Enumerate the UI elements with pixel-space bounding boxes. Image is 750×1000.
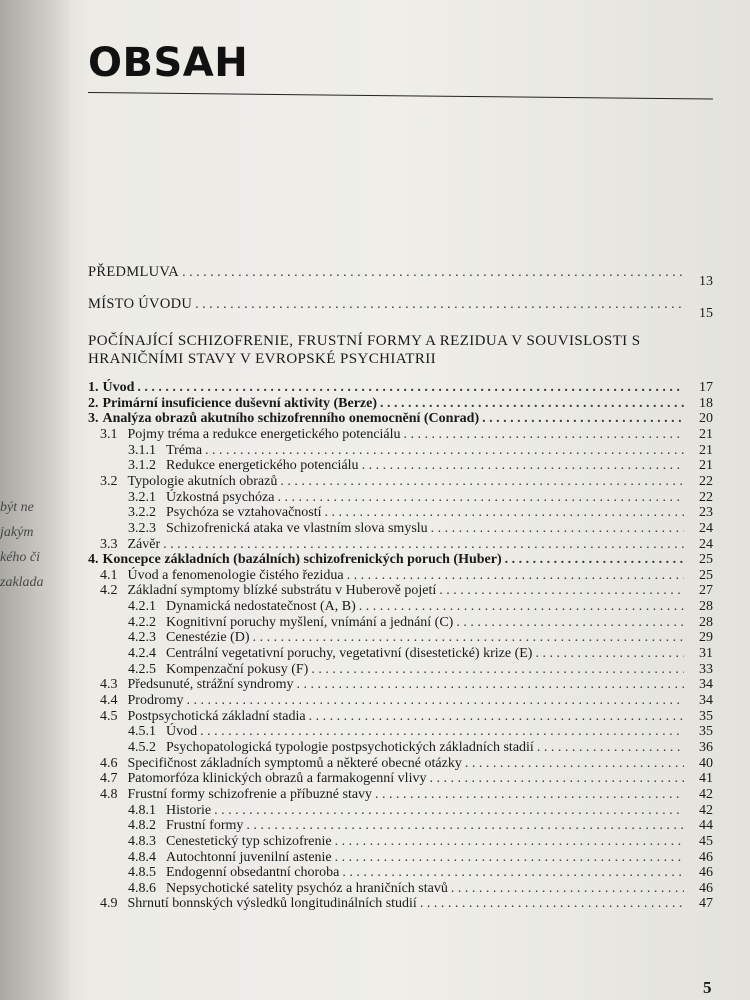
toc-entry-label: Předsunuté, strážní syndromy (127, 677, 294, 693)
toc-entry[interactable] (128, 458, 713, 474)
toc-entry-page: 23 (699, 505, 713, 521)
toc-entry[interactable] (128, 443, 713, 459)
leader-dots (335, 834, 684, 850)
toc-entry-number: 4.8.3 (128, 833, 156, 849)
toc-entry[interactable] (128, 818, 713, 834)
toc-entry-label: PŘEDMLUVA (88, 264, 180, 280)
toc-entry-number: 4.8.4 (128, 849, 156, 865)
toc-entry-number: 4.8.1 (128, 802, 156, 818)
toc-entry-number: 2. (88, 395, 99, 411)
toc-entry-label: Nepsychotické satelity psychóz a hraničních stavů (166, 880, 448, 896)
toc-entry-number: 1. (88, 380, 99, 395)
toc-entry-label: Patomorfóza klinických obrazů a farmakogenní vlivy (127, 771, 427, 787)
toc-entry-number: 3.2.2 (128, 505, 156, 521)
leader-dots (182, 265, 684, 281)
leader-dots (253, 630, 684, 646)
toc-entry[interactable] (100, 537, 713, 553)
toc-entry-page: 24 (699, 536, 713, 552)
leader-dots (280, 474, 684, 490)
toc-entry[interactable] (128, 521, 713, 537)
leader-dots (429, 771, 684, 787)
toc-entry-page: 21 (699, 426, 713, 442)
toc-entry-page: 45 (699, 833, 713, 849)
leader-dots (420, 896, 684, 912)
leader-dots (200, 724, 684, 740)
toc-entry[interactable] (100, 693, 713, 709)
toc-entry-label: Koncepce základních (bazálních) schizofrenických poruch (Huber) (102, 552, 502, 568)
toc-entry[interactable] (88, 411, 713, 427)
leader-dots (439, 583, 684, 599)
toc-entry-page: 42 (699, 802, 713, 818)
page-number: 5 (703, 978, 712, 997)
toc-entry-number: 4.9 (100, 896, 118, 912)
toc-entry-page: 13 (699, 274, 713, 289)
toc-entry-label: Základní symptomy blízké substrátu v Huberově pojetí (127, 583, 437, 599)
toc-entry-page: 34 (699, 693, 713, 708)
toc-entry-page: 17 (699, 380, 713, 395)
toc-entry-page: 22 (699, 489, 713, 505)
part-heading: POČÍNAJÍCÍ SCHIZOFRENIE, FRUSTNÍ FORMY A REZIDUA V SOUVISLOSTI S HRANIČNÍMI STAVY V EVROPSKÉ PSYCHIATRII (88, 333, 641, 367)
toc-entry-label: Endogenní obsedantní choroba (166, 865, 340, 881)
toc-entry[interactable] (128, 662, 713, 678)
toc-entry-number: 4.8.6 (128, 880, 156, 896)
toc-entry[interactable] (100, 896, 713, 912)
leader-dots (535, 646, 684, 662)
toc-entry[interactable] (128, 505, 713, 521)
toc-entry[interactable] (100, 709, 713, 725)
toc-entry-label: Frustní formy schizofrenie a příbuzné stavy (127, 786, 373, 802)
leader-dots (163, 537, 684, 553)
leader-dots (214, 803, 684, 819)
toc-entry-page: 24 (699, 520, 713, 536)
toc-entry-page: 47 (699, 896, 713, 912)
leader-dots (451, 881, 684, 897)
toc-entry-number: 4.2.3 (128, 630, 156, 646)
toc-entry[interactable] (128, 850, 713, 866)
leader-dots (431, 521, 684, 537)
toc-entry-label: Analýza obrazů akutního schizofrenního onemocnění (Conrad) (102, 411, 480, 427)
fragment-line: zaklada (0, 575, 44, 590)
toc-entry-page: 29 (699, 630, 713, 646)
toc-entry-label: Schizofrenická ataka ve vlastním slova smyslu (166, 520, 428, 536)
fragment-line: jakým (0, 525, 34, 540)
toc-entry[interactable] (100, 568, 713, 584)
toc-entry-number: 4.7 (100, 771, 118, 787)
leader-dots (297, 677, 684, 693)
toc-entry-page: 34 (699, 677, 713, 693)
toc-entry[interactable] (100, 427, 713, 443)
toc-entry-label: Kompenzační pokusy (F) (166, 661, 309, 677)
toc-entry-page: 25 (699, 567, 713, 583)
toc-entry-number: 4.2.1 (128, 599, 156, 615)
toc-entry-label: Cenestetický typ schizofrenie (166, 833, 332, 849)
toc-entry-number: 4.2.2 (128, 614, 156, 630)
toc-entry-number: 4.3 (100, 677, 118, 693)
toc-entry-number: 4.5.2 (128, 739, 156, 755)
toc-entry[interactable] (128, 834, 713, 850)
toc-entry[interactable] (128, 630, 713, 646)
page-title: OBSAH (88, 40, 249, 86)
leader-dots (195, 297, 684, 313)
toc-entry-label: Úzkostná psychóza (166, 489, 275, 505)
toc-entry-number: 3.2.1 (128, 489, 156, 505)
toc-entry-number: 3.2.3 (128, 520, 156, 536)
toc-entry-page: 28 (699, 599, 713, 615)
toc-entry-page: 36 (699, 739, 713, 755)
toc-entry-label: Autochtonní juvenilní astenie (166, 849, 332, 865)
toc-entry-number: 4.1 (100, 567, 118, 583)
toc-entry[interactable] (100, 677, 713, 693)
toc-entry[interactable] (128, 865, 713, 881)
leader-dots (187, 693, 685, 709)
toc-entry-label: Dynamická nedostatečnost (A, B) (166, 599, 356, 615)
leader-dots (347, 568, 684, 584)
leader-dots (537, 740, 684, 756)
toc-entry-number: 3.1.2 (128, 458, 156, 474)
toc-entry-label: Závěr (127, 536, 161, 552)
toc-entry[interactable] (100, 756, 713, 772)
leader-dots (309, 709, 684, 725)
toc-entry-label: Specifičnost základních symptomů a některé obecné otázky (127, 755, 462, 771)
toc-entry-label: Centrální vegetativní poruchy, vegetativní (disestetické) krize (E) (166, 646, 533, 662)
leader-dots (359, 599, 684, 615)
toc-entry-page: 46 (699, 849, 713, 865)
toc-entry-number: 3. (88, 411, 99, 427)
toc-entry-number: 4.2 (100, 583, 118, 599)
toc-entry-label: Úvod (102, 380, 135, 395)
toc-entry[interactable] (128, 740, 713, 756)
toc-entry[interactable] (128, 599, 713, 615)
leader-dots (456, 615, 684, 631)
toc-entry-page: 18 (699, 395, 713, 411)
toc-entry[interactable] (128, 615, 713, 631)
toc-entry[interactable] (128, 724, 713, 740)
toc-entry-label: Psychóza se vztahovačností (166, 505, 322, 521)
toc-entry-page: 20 (699, 411, 713, 427)
toc-entry-page: 21 (699, 458, 713, 474)
toc-entry-page: 15 (699, 306, 713, 321)
leader-dots (380, 396, 684, 412)
toc-entry-label: Psychopatologická typologie postpsychotických základních stadií (166, 739, 534, 755)
toc-front-entry[interactable] (88, 296, 713, 321)
toc-entry[interactable] (128, 803, 713, 819)
toc-entry-page: 42 (699, 786, 713, 802)
toc-front-entry[interactable] (88, 264, 713, 289)
toc-entry[interactable] (100, 771, 713, 787)
toc-entry-label: Postpsychotická základní stadia (127, 708, 306, 724)
toc-entry-page: 40 (699, 755, 713, 771)
toc-entry-label: Primární insuficience duševní aktivity (Berze) (102, 395, 378, 411)
toc-entry-label: Kognitivní poruchy myšlení, vnímání a jednání (C) (166, 614, 454, 630)
toc-entry-number: 3.3 (100, 536, 118, 552)
toc-entry-number: 4.4 (100, 693, 118, 708)
toc-entry-label: Redukce energetického potenciálu (166, 458, 359, 474)
toc-entry-page: 31 (699, 646, 713, 662)
toc-entry-page: 28 (699, 614, 713, 630)
toc-entry-label: MÍSTO ÚVODU (88, 296, 193, 312)
leader-dots (325, 505, 684, 521)
toc-entry-page: 35 (699, 708, 713, 724)
toc-entry-label: Úvod a fenomenologie čistého řezidua (127, 567, 344, 583)
toc-entry[interactable] (88, 380, 713, 396)
leader-dots (482, 411, 684, 427)
toc-entry-label: Prodromy (127, 693, 184, 708)
toc-entry-label: Typologie akutních obrazů (127, 473, 278, 489)
toc-entry[interactable] (128, 490, 713, 506)
toc-entry-number: 4.8.5 (128, 865, 156, 881)
toc-entry-number: 4. (88, 552, 99, 568)
toc-entry-number: 4.8 (100, 786, 118, 802)
toc-entry-number: 4.6 (100, 755, 118, 771)
leader-dots (335, 850, 684, 866)
leader-dots (362, 458, 684, 474)
leader-dots (246, 818, 684, 834)
toc-entry-page: 46 (699, 865, 713, 881)
toc-entry-page: 22 (699, 473, 713, 489)
toc-entry[interactable] (100, 787, 713, 803)
toc-entry-label: Shrnutí bonnských výsledků longitudinálních studií (127, 896, 417, 912)
toc-entry-label: Frustní formy (166, 818, 244, 834)
toc-entry-label: Pojmy tréma a redukce energetického potenciálu (127, 426, 401, 442)
toc-entry-number: 4.2.4 (128, 646, 156, 662)
toc-entry[interactable] (128, 646, 713, 662)
fragment-line: být ne (0, 500, 34, 515)
toc-entry[interactable] (100, 474, 713, 490)
toc-entry-number: 4.2.5 (128, 661, 156, 677)
toc-entry-label: Historie (166, 802, 212, 818)
leader-dots (342, 865, 684, 881)
toc-entry[interactable] (128, 881, 713, 897)
toc-entry-number: 3.2 (100, 473, 118, 489)
toc-entry-number: 4.5 (100, 708, 118, 724)
toc-entry-page: 46 (699, 880, 713, 896)
toc-entry[interactable] (100, 583, 713, 599)
toc-entry-page: 25 (699, 552, 713, 568)
toc-entry-number: 3.1 (100, 426, 118, 442)
leader-dots (311, 662, 684, 678)
leader-dots (205, 443, 684, 459)
toc-entry-number: 3.1.1 (128, 442, 156, 458)
leader-dots (505, 552, 684, 568)
toc-entry-page: 41 (699, 771, 713, 787)
toc-entry-page: 21 (699, 442, 713, 458)
toc-entry-label: Tréma (166, 442, 203, 458)
toc-entry-page: 33 (699, 661, 713, 677)
toc-entry[interactable] (88, 552, 713, 568)
toc-entry-page: 44 (699, 818, 713, 834)
leader-dots (277, 490, 684, 506)
toc-entry-label: Úvod (166, 724, 198, 740)
leader-dots (137, 380, 684, 396)
toc-entry-page: 27 (699, 583, 713, 599)
leader-dots (375, 787, 684, 803)
toc-entry-label: Cenestézie (D) (166, 630, 250, 646)
toc-entry-number: 4.8.2 (128, 818, 156, 834)
leader-dots (404, 427, 684, 443)
leader-dots (465, 756, 684, 772)
toc-entry-page: 35 (699, 724, 713, 740)
toc-entry[interactable] (88, 396, 713, 412)
toc-entry-number: 4.5.1 (128, 724, 156, 740)
fragment-line: kého či (0, 550, 41, 565)
